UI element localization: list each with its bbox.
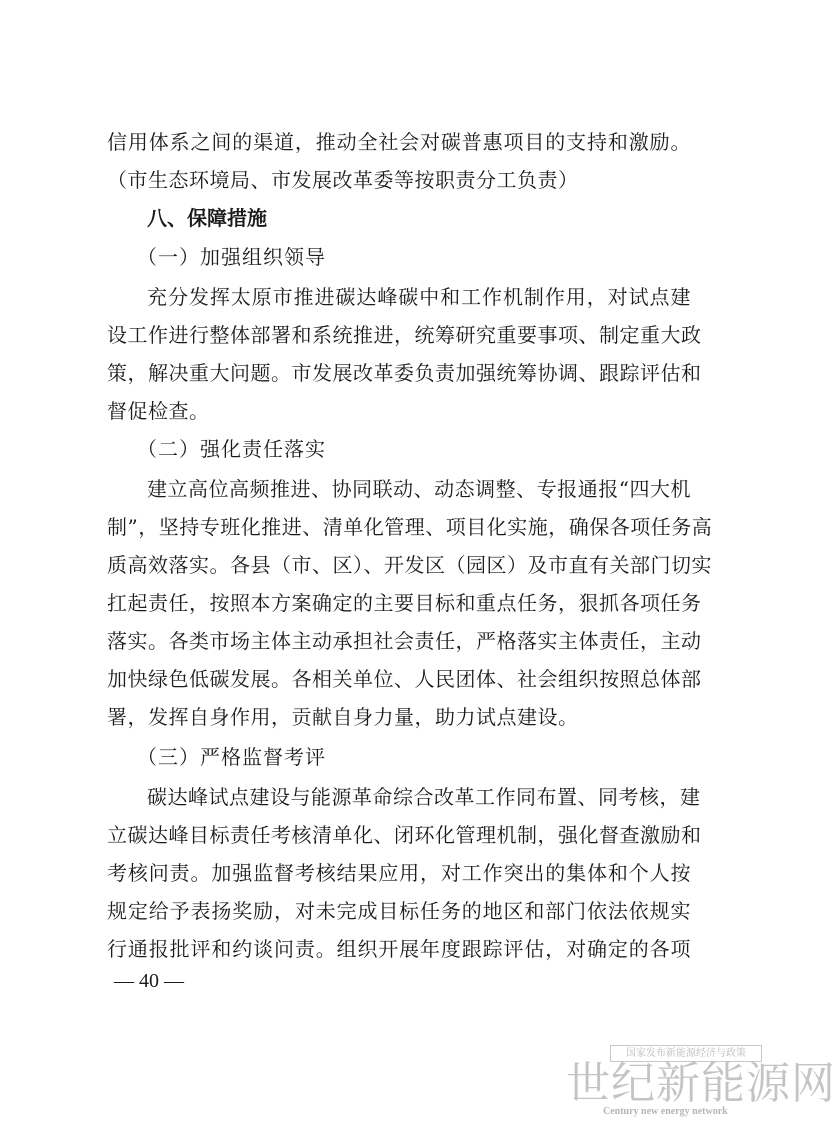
body-line: 设工作进行整体部署和系统推进，统筹研究重要事项、制定重大政 xyxy=(107,323,702,347)
body-line: 制”，坚持专班化推进、清单化管理、项目化实施，确保各项任务高 xyxy=(107,515,713,539)
body-line: 加快绿色低碳发展。各相关单位、人民团体、社会组织按照总体部 xyxy=(107,667,702,691)
body-line: 督促检查。 xyxy=(107,399,210,423)
body-line: 规定给予表扬奖励，对未完成目标任务的地区和部门依法依规实 xyxy=(107,899,691,923)
body-line: 建立高位高频推进、协同联动、动态调整、专报通报“四大机 xyxy=(147,477,691,501)
section-heading: 八、保障措施 xyxy=(147,206,267,230)
page-number: — 40 — xyxy=(114,970,184,992)
subsection-heading: （二）强化责任落实 xyxy=(137,437,326,461)
body-line: 落实。各类市场主体主动承担社会责任，严格落实主体责任，主动 xyxy=(107,629,702,653)
body-line: 质高效落实。各县（市、区）、开发区（园区）及市直有关部门切实 xyxy=(107,553,712,577)
subsection-heading: （一）加强组织领导 xyxy=(137,245,326,269)
body-line: 行通报批评和约谈问责。组织开展年度跟踪评估，对确定的各项 xyxy=(107,937,691,961)
watermark-english: Century new energy network xyxy=(603,1106,728,1117)
body-line: 扛起责任，按照本方案确定的主要目标和重点任务，狠抓各项任务 xyxy=(107,591,702,615)
body-line: 充分发挥太原市推进碳达峰碳中和工作机制作用，对试点建 xyxy=(147,285,691,309)
subsection-heading: （三）严格监督考评 xyxy=(137,745,326,769)
watermark-slogan: 国家发布新能源经济与政策 xyxy=(610,1045,762,1062)
watermark-logo: 世纪新能源网 xyxy=(566,1058,836,1109)
body-line: （市生态环境局、市发展改革委等按职责分工负责） xyxy=(107,168,579,192)
body-line: 信用体系之间的渠道，推动全社会对碳普惠项目的支持和激励。 xyxy=(107,130,691,154)
body-line: 考核问责。加强监督考核结果应用，对工作突出的集体和个人按 xyxy=(107,861,691,885)
body-line: 署，发挥自身作用，贡献自身力量，助力试点建设。 xyxy=(107,705,579,729)
body-line: 策，解决重大问题。市发展改革委负责加强统筹协调、跟踪评估和 xyxy=(107,361,702,385)
body-line: 立碳达峰目标责任考核清单化、闭环化管理机制，强化督查激励和 xyxy=(107,823,702,847)
body-line: 碳达峰试点建设与能源革命综合改革工作同布置、同考核，建 xyxy=(147,785,701,809)
